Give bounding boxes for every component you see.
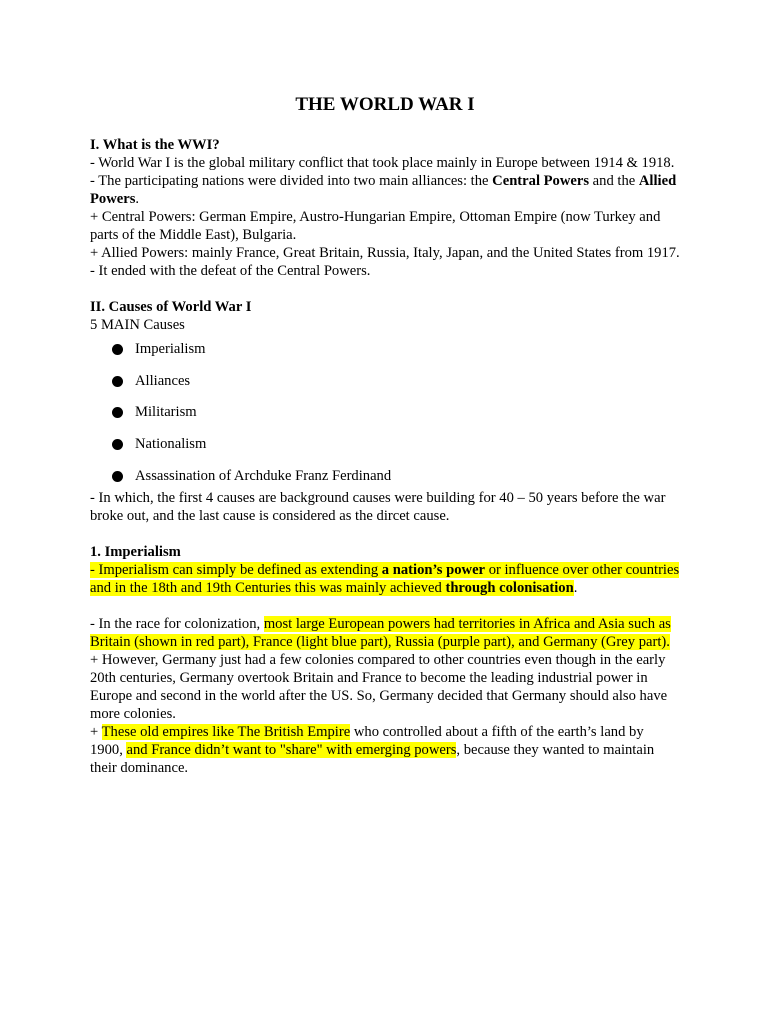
text-run: . — [135, 191, 140, 207]
text-run: , because they wanted to maintain their dominance. — [90, 741, 655, 776]
paragraph — [90, 561, 680, 597]
bullet-icon — [112, 376, 123, 387]
section-heading: I. What is the WWI? — [90, 137, 220, 153]
section-what-is-wwi — [90, 136, 680, 280]
list-item — [90, 403, 680, 421]
paragraph: + However, Germany just had a few colonies compared to other countries even though in the early 20th centuries, Germany overtook Britain and France to become the leading industrial power in Europe and second in the world after the US. So, Germany decided that Germany should also have more colonies. — [90, 651, 668, 722]
text-run: - The participating nations were divided into two main alliances: the — [90, 173, 493, 189]
document-body — [90, 94, 680, 777]
highlighted-bold-text: through colonisation — [445, 579, 574, 596]
spacer — [90, 597, 680, 615]
paragraph: - It ended with the defeat of the Central Powers. — [90, 263, 371, 279]
bold-text: Central Powers — [492, 173, 590, 189]
list-item-label: Assassination of Archduke Franz Ferdinand — [135, 467, 392, 484]
list-item — [90, 435, 680, 453]
list-item-label: Nationalism — [135, 436, 207, 453]
highlighted-text: most large European powers had territories in Africa and Asia such as Britain (shown in red part), France (light blue part), Russia (purple part), and Germany (Grey part). — [90, 615, 671, 650]
section-imperialism — [90, 543, 680, 777]
section-causes — [90, 298, 680, 525]
highlighted-bold-text: a nation’s power — [381, 561, 486, 578]
text-run: who controlled about a fifth of the earth’s land by 1900, — [90, 723, 644, 758]
section-heading: II. Causes of World War I — [90, 299, 252, 315]
list-item — [90, 467, 680, 485]
paragraph — [90, 723, 680, 777]
paragraph: - World War I is the global military conflict that took place mainly in Europe between 1914 & 1918. — [90, 155, 675, 171]
text-run: and the — [589, 173, 639, 189]
causes-list — [90, 340, 680, 485]
section-heading: 1. Imperialism — [90, 543, 181, 560]
list-item-label: Imperialism — [135, 341, 206, 357]
text-run: . — [573, 579, 578, 596]
text-run: + — [90, 723, 102, 740]
list-item — [90, 372, 680, 390]
spacer — [90, 280, 680, 298]
list-item-label: Alliances — [135, 372, 191, 389]
document-title: THE WORLD WAR I — [295, 94, 475, 115]
list-item — [90, 340, 680, 358]
paragraph: - In which, the first 4 causes are background causes were building for 40 – 50 years before the war broke out, and the last cause is considered as the dircet cause. — [90, 489, 666, 524]
highlighted-text: - Imperialism can simply be defined as extending — [90, 561, 382, 578]
paragraph — [90, 172, 680, 208]
bullet-icon — [112, 439, 123, 450]
highlighted-text: These old empires like The British Empire — [101, 723, 351, 740]
paragraph: + Central Powers: German Empire, Austro-Hungarian Empire, Ottoman Empire (now Turkey and parts of the Middle East), Bulgaria. — [90, 209, 661, 243]
bullet-icon — [112, 344, 123, 355]
bold-text: Allied Powers — [90, 173, 677, 207]
paragraph: + Allied Powers: mainly France, Great Britain, Russia, Italy, Japan, and the United States from 1917. — [90, 245, 680, 261]
bullet-icon — [112, 407, 123, 418]
spacer — [90, 525, 680, 543]
subheading: 5 MAIN Causes — [90, 317, 185, 333]
list-item-label: Militarism — [135, 404, 197, 421]
highlighted-text: or influence over other countries and in the 18th and 19th Centuries this was mainly achieved — [90, 561, 680, 596]
highlighted-text: and France didn’t want to "share" with emerging powers — [126, 741, 457, 758]
text-run: - In the race for colonization, — [90, 615, 264, 632]
bullet-icon — [112, 471, 123, 482]
paragraph — [90, 615, 680, 651]
